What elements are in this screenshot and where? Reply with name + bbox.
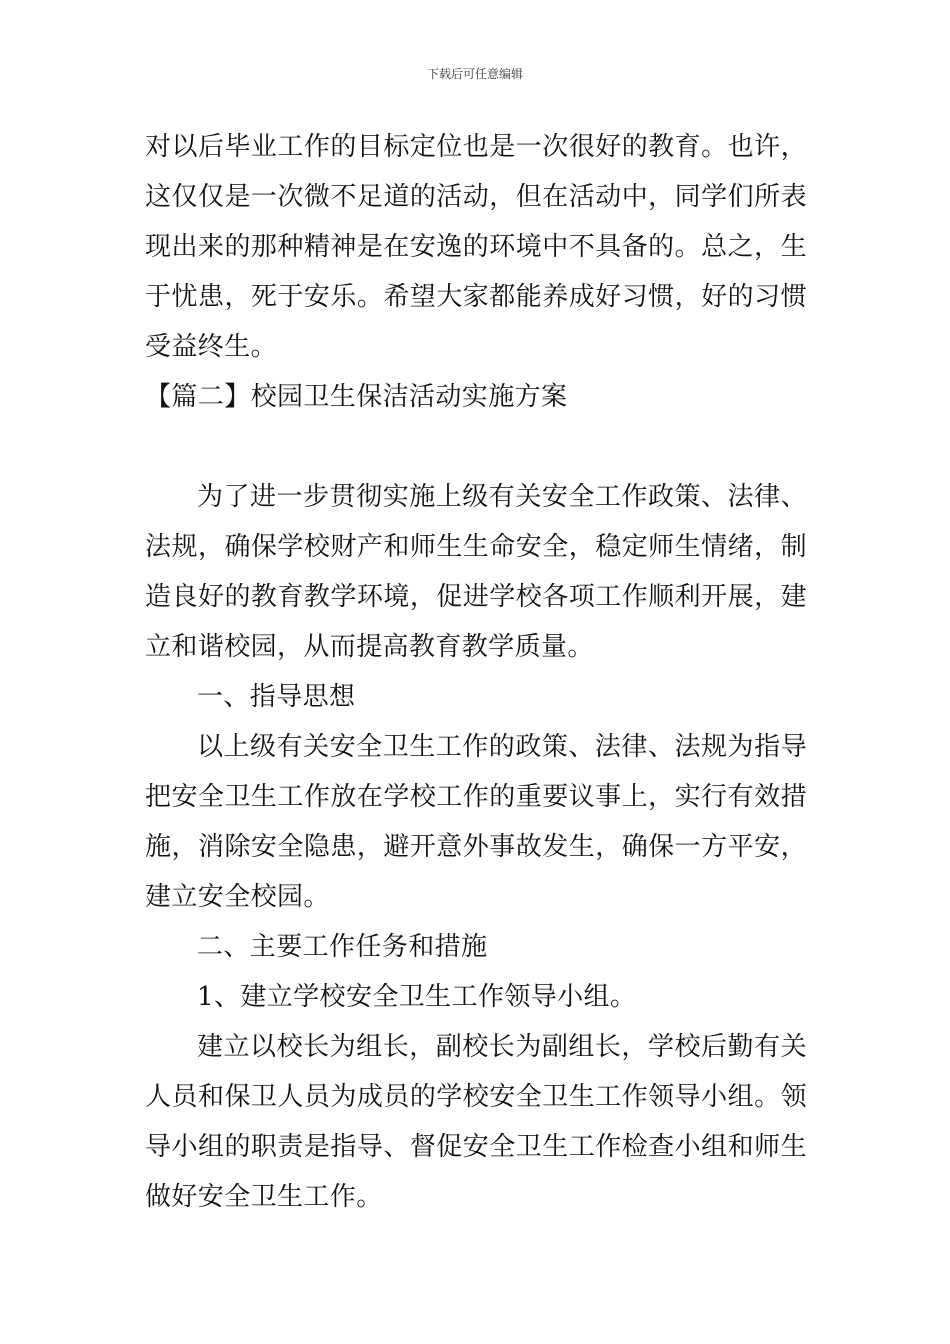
heading-main-tasks: 二、主要工作任务和措施 — [197, 932, 488, 962]
heading-guiding-ideology: 一、指导思想 — [197, 682, 356, 712]
page-header: 下载后可任意编辑 — [426, 67, 523, 81]
blank-line — [145, 422, 807, 472]
leadership-group-paragraph: 建立以校长为组长，副校长为副组长，学校后勤有关人员和保卫人员为成员的学校安全卫生工作领导小组。领导小组的职责是指导、督促安全卫生工作检查小组和师生做好安全卫生工作。 — [145, 1032, 807, 1212]
section-title: 【篇二】校园卫生保洁活动实施方案 — [145, 382, 568, 412]
continuation-paragraph: 对以后毕业工作的目标定位也是一次很好的教育。也许，这仅仅是一次微不足道的活动，但在活动中，同学们所表现出来的那种精神是在安逸的环境中不具备的。总之，生于忧患，死于安乐。希望大家都能养成好习惯，好的习惯受益终生。 — [145, 132, 807, 362]
document-body — [145, 122, 807, 1222]
intro-paragraph: 为了进一步贯彻实施上级有关安全工作政策、法律、法规，确保学校财产和师生生命安全，稳定师生情绪，制造良好的教育教学环境，促进学校各项工作顺利开展，建立和谐校园，从而提高教育教学质量。 — [145, 482, 807, 662]
guiding-ideology-paragraph: 以上级有关安全卫生工作的政策、法律、法规为指导把安全卫生工作放在学校工作的重要议事上，实行有效措施，消除安全隐患，避开意外事故发生，确保一方平安，建立安全校园。 — [145, 732, 807, 912]
task-item-1: 1、建立学校安全卫生工作领导小组。 — [197, 982, 637, 1012]
